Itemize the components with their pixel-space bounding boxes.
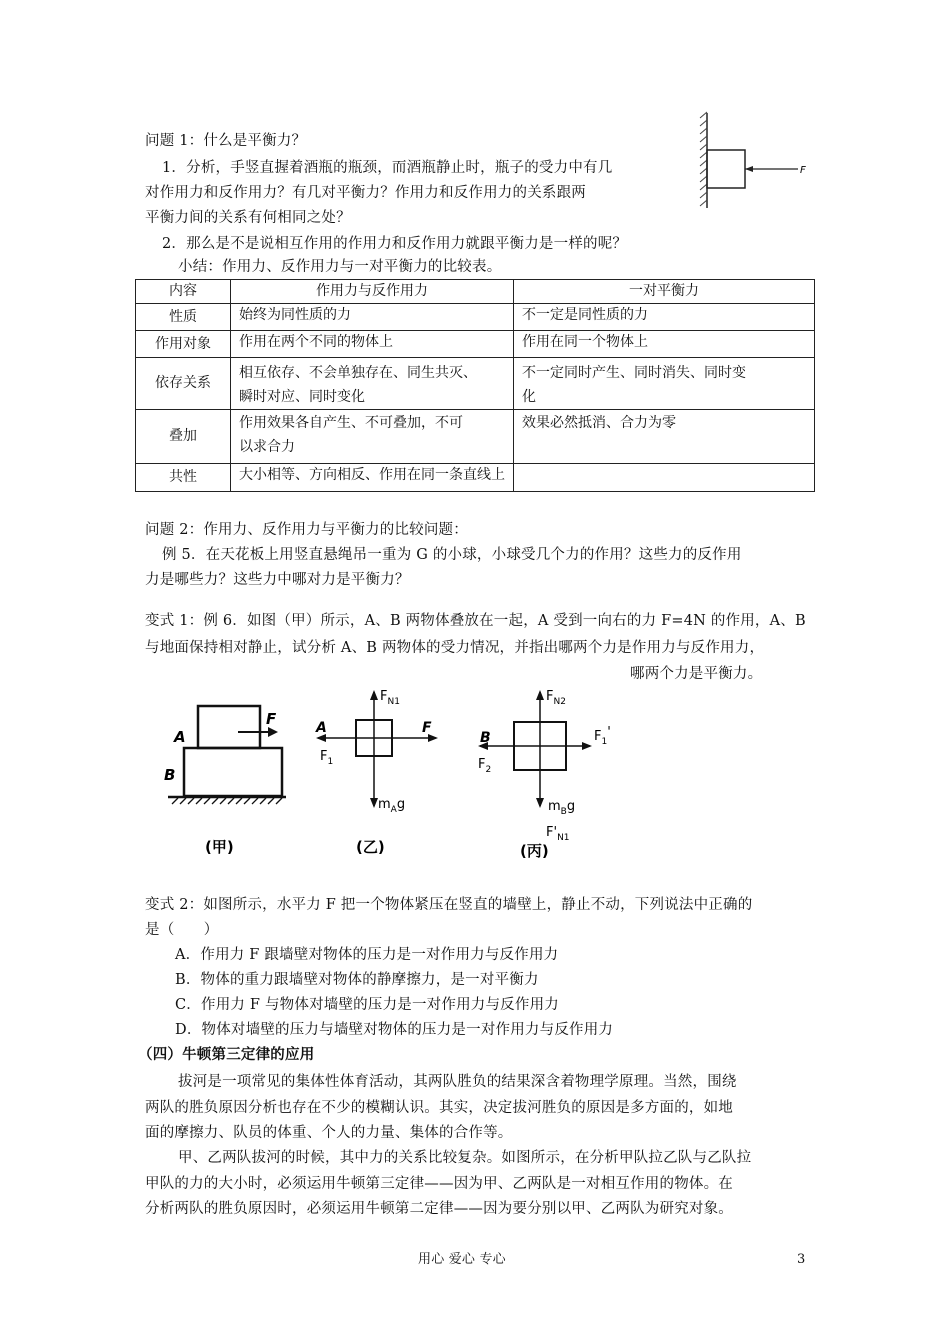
question-1-paragraph-line: 平衡力间的关系有何相同之处？ [145,210,351,226]
svg-text:FN2: $F_{N2}$ [546,689,566,707]
variant-1-line: 哪两个力是平衡力。 [630,666,763,682]
label-a-yi: A [316,720,327,736]
table-cell: 作用在两个不同的物体上 [231,331,514,358]
label-b: B [164,766,176,784]
question-1-title: 问题 1：什么是平衡力？ [145,133,307,149]
table-header-cell: 作用力与反作用力 [231,280,514,304]
option-b: B．物体的重力跟墙壁对物体的静摩擦力，是一对平衡力 [175,972,539,988]
table-cell: 始终为同性质的力 [231,304,514,331]
paragraph-line: 拔河是一项常见的集体性体育活动，其两队胜负的结果深含着物理学原理。当然，围绕 [178,1074,737,1090]
label-f: F [266,710,277,728]
section-heading: （四）牛顿第三定律的应用 [138,1047,315,1063]
table-cell [231,358,514,410]
svg-text:F1': $F_1'$ [594,725,611,747]
caption-bing: (丙) [520,842,549,860]
summary-caption: 小结：作用力、反作用力与一对平衡力的比较表。 [178,259,502,275]
comparison-table [135,279,815,492]
option-d: D．物体对墙壁的压力与墙壁对物体的压力是一对作用力与反作用力 [175,1022,614,1038]
label-b-bing: B [480,730,491,746]
figure-yi [315,689,438,856]
example-5-line: 例 5．在天花板上用竖直悬绳吊一重为 G 的小球，小球受几个力的作用？这些力的反作用 [162,547,742,563]
svg-text:F2: $F_2$ [478,757,492,775]
cell-line: 以求合力 [239,439,295,455]
row-label: 叠加 [136,410,231,464]
table-cell: 作用在同一个物体上 [514,331,815,358]
variant-2-line: 是（ ） [145,922,219,938]
question-1-paragraph-line: 1．分析，手竖直握着酒瓶的瓶颈，而酒瓶静止时，瓶子的受力中有几 [162,160,613,176]
variant-1-line: 变式 1：例 6．如图（甲）所示，A、B 两物体叠放在一起，A 受到一向右的力 F=4N 的作用，A、B [145,613,806,629]
table-cell [514,464,815,492]
row-label: 性质 [136,304,231,331]
label-a: A [174,728,186,746]
table-cell [514,410,815,464]
caption-yi: (乙) [356,838,385,856]
wall-force-figure [690,108,820,210]
cell-line: 作用效果各自产生、不可叠加，不可 [239,415,463,431]
svg-text:FN1: $F_{N1}$ [380,689,400,707]
label-f-yi: F [422,720,432,736]
table-row [136,410,815,464]
figure-bing [478,689,611,860]
option-c: C．作用力 F 与物体对墙壁的压力是一对作用力与反作用力 [175,997,559,1013]
table-row [136,464,815,492]
row-label: 共性 [136,464,231,492]
row-label: 作用对象 [136,331,231,358]
svg-text:mAg: $m_Ag$ [378,797,406,815]
cell-line: 瞬时对应、同时变化 [239,389,365,405]
row-label: 依存关系 [136,358,231,410]
svg-text:mBg: $m_Bg$ [548,799,576,817]
table-cell [514,358,815,410]
page-number: 3 [797,1252,806,1267]
option-a: A．作用力 F 跟墙壁对物体的压力是一对作用力与反作用力 [175,947,559,963]
cell-line: 效果必然抵消、合力为零 [522,415,676,431]
variant-2-line: 变式 2：如图所示，水平力 F 把一个物体紧压在竖直的墙壁上，静止不动，下列说法中正确的 [145,897,753,913]
cell-line: 化 [522,389,536,405]
paragraph-line: 甲队的力的大小时，必须运用牛顿第三定律——因为甲、乙两队是一对相互作用的物体。在 [145,1176,733,1192]
svg-text:F1: $F_1$ [320,749,334,767]
cell-line: 不一定同时产生、同时消失、同时变 [522,365,746,381]
paragraph-line: 分析两队的胜负原因时，必须运用牛顿第二定律——因为要分别以甲、乙两队为研究对象。 [145,1201,733,1217]
table-row [136,358,815,410]
paragraph-line: 甲、乙两队拔河的时候，其中力的关系比较复杂。如图所示，在分析甲队拉乙队与乙队拉 [178,1150,752,1166]
wall-figure-force-label: F [800,165,806,176]
table-header-row [136,280,815,304]
cell-line: 相互依存、不会单独存在、同生共灭、 [239,365,477,381]
table-cell: 大小相等、方向相反、作用在同一条直线上 [231,464,514,492]
caption-jia: (甲) [205,838,234,856]
svg-text:F'N1: $F'_{N1}$ [546,825,570,843]
table-header-cell: 内容 [136,280,231,304]
example-5-line: 力是哪些力？这些力中哪对力是平衡力？ [145,572,410,588]
force-analysis-figures [150,680,630,870]
table-cell: 不一定是同性质的力 [514,304,815,331]
table-row [136,304,815,331]
footer-text: 用心 爱心 专心 [418,1252,506,1267]
table-cell [231,410,514,464]
table-row [136,331,815,358]
question-1-paragraph-line: 对作用力和反作用力？有几对平衡力？作用力和反作用力的关系跟两 [145,185,586,201]
question-1-point-2: 2．那么是不是说相互作用的作用力和反作用力就跟平衡力是一样的呢？ [162,236,628,252]
paragraph-line: 两队的胜负原因分析也存在不少的模糊认识。其实，决定拔河胜负的原因是多方面的，如地 [145,1100,733,1116]
table-header-cell: 一对平衡力 [514,280,815,304]
figure-jia [164,706,286,856]
paragraph-line: 面的摩擦力、队员的体重、个人的力量、集体的合作等。 [145,1125,513,1141]
variant-1-line: 与地面保持相对静止，试分析 A、B 两物体的受力情况，并指出哪两个力是作用力与反作用力， [145,640,765,656]
question-2-title: 问题 2：作用力、反作用力与平衡力的比较问题： [145,522,468,538]
